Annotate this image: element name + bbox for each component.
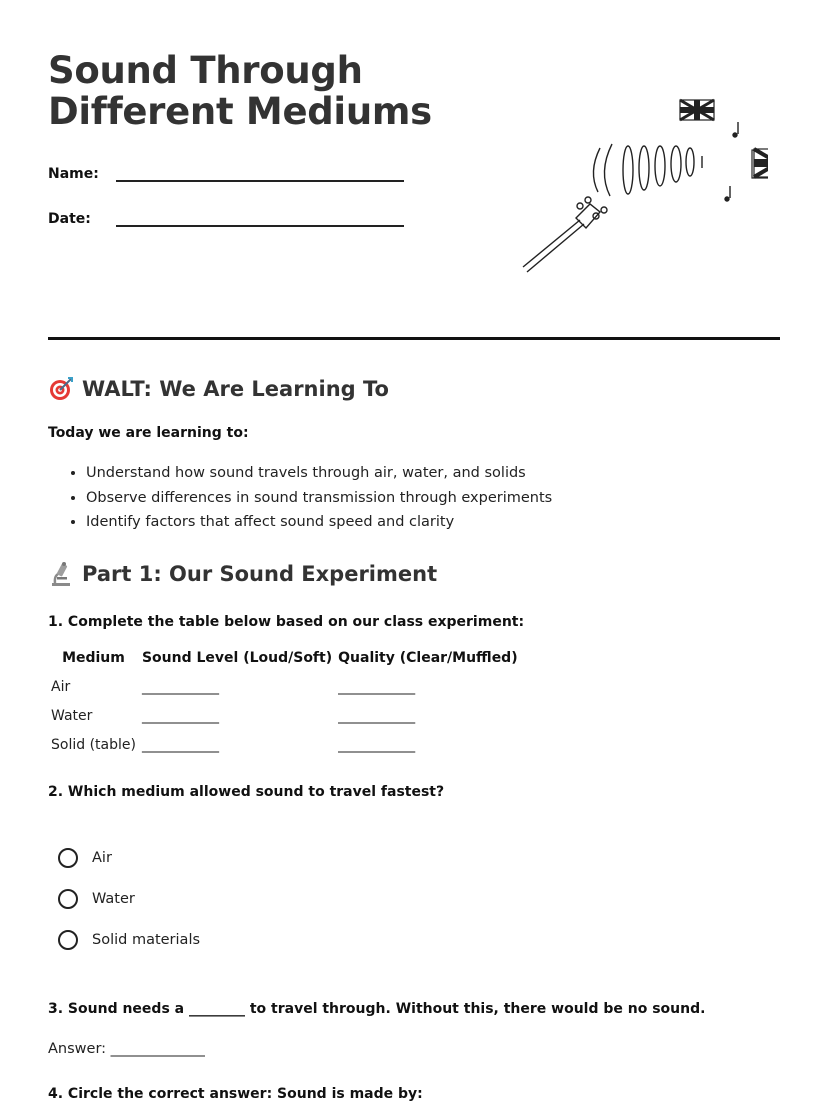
option-label: Air: [92, 850, 112, 866]
radio-button[interactable]: [58, 848, 78, 868]
flag-icon-small: [680, 100, 714, 120]
question-4: 4. Circle the correct answer: Sound is made by:: [48, 1086, 423, 1102]
table-row: [48, 672, 521, 701]
table-cell-blank[interactable]: ___________: [338, 707, 416, 724]
table-cell-blank[interactable]: ___________: [141, 707, 219, 724]
worksheet-title: [48, 50, 432, 132]
walt-intro: Today we are learning to:: [48, 425, 249, 441]
option-label: Solid materials: [92, 932, 201, 948]
name-field[interactable]: [116, 160, 404, 182]
date-label: Date:: [48, 211, 91, 227]
table-header: Quality (Clear/Muffled): [338, 650, 518, 666]
table-cell-blank[interactable]: ___________: [338, 678, 416, 695]
name-field-row: [48, 160, 404, 182]
target-icon: [48, 376, 74, 402]
list-item: • Understand how sound travels through air, water, and solids: [86, 461, 552, 486]
table-cell-blank[interactable]: ___________: [141, 678, 219, 695]
option-solid[interactable]: [58, 930, 200, 950]
date-field-row: [48, 205, 404, 227]
table-row: [48, 701, 521, 730]
table-row: [48, 730, 521, 759]
date-field[interactable]: [116, 205, 404, 227]
title-line-1: Sound Through: [48, 49, 363, 92]
option-label: Water: [92, 891, 135, 907]
question-3: 3. Sound needs a ________ to travel through. Without this, there would be no sound.: [48, 1001, 706, 1017]
question-1: 1. Complete the table below based on our class experiment:: [48, 614, 525, 630]
part1-heading-text: Part 1: Our Sound Experiment: [82, 562, 438, 586]
walt-heading: [48, 376, 389, 402]
table-header: Medium: [62, 650, 125, 666]
header-divider: [48, 337, 780, 340]
microscope-icon: [48, 561, 74, 587]
option-water[interactable]: [58, 889, 135, 909]
table-cell: Solid (table): [51, 736, 136, 753]
option-air[interactable]: [58, 848, 112, 868]
question-2: 2. Which medium allowed sound to travel fastest?: [48, 784, 445, 800]
name-label: Name:: [48, 166, 99, 182]
guitar-sound-illustration: [518, 92, 768, 277]
radio-button[interactable]: [58, 930, 78, 950]
title-line-2: Different Mediums: [48, 90, 432, 133]
table-cell-blank[interactable]: ___________: [338, 736, 416, 753]
radio-button[interactable]: [58, 889, 78, 909]
table-cell-blank[interactable]: ___________: [141, 736, 219, 753]
walt-list: [48, 461, 552, 535]
list-item: • Observe differences in sound transmission through experiments: [86, 486, 552, 511]
answer-field[interactable]: Answer: _____________: [48, 1041, 205, 1057]
list-item: • Identify factors that affect sound speed and clarity: [86, 510, 552, 535]
walt-heading-text: WALT: We Are Learning To: [82, 377, 389, 401]
table-header: Sound Level (Loud/Soft): [141, 650, 333, 666]
experiment-table: [48, 648, 521, 759]
table-cell: Water: [51, 707, 93, 724]
table-cell: Air: [51, 678, 71, 695]
part1-heading: [48, 561, 437, 587]
